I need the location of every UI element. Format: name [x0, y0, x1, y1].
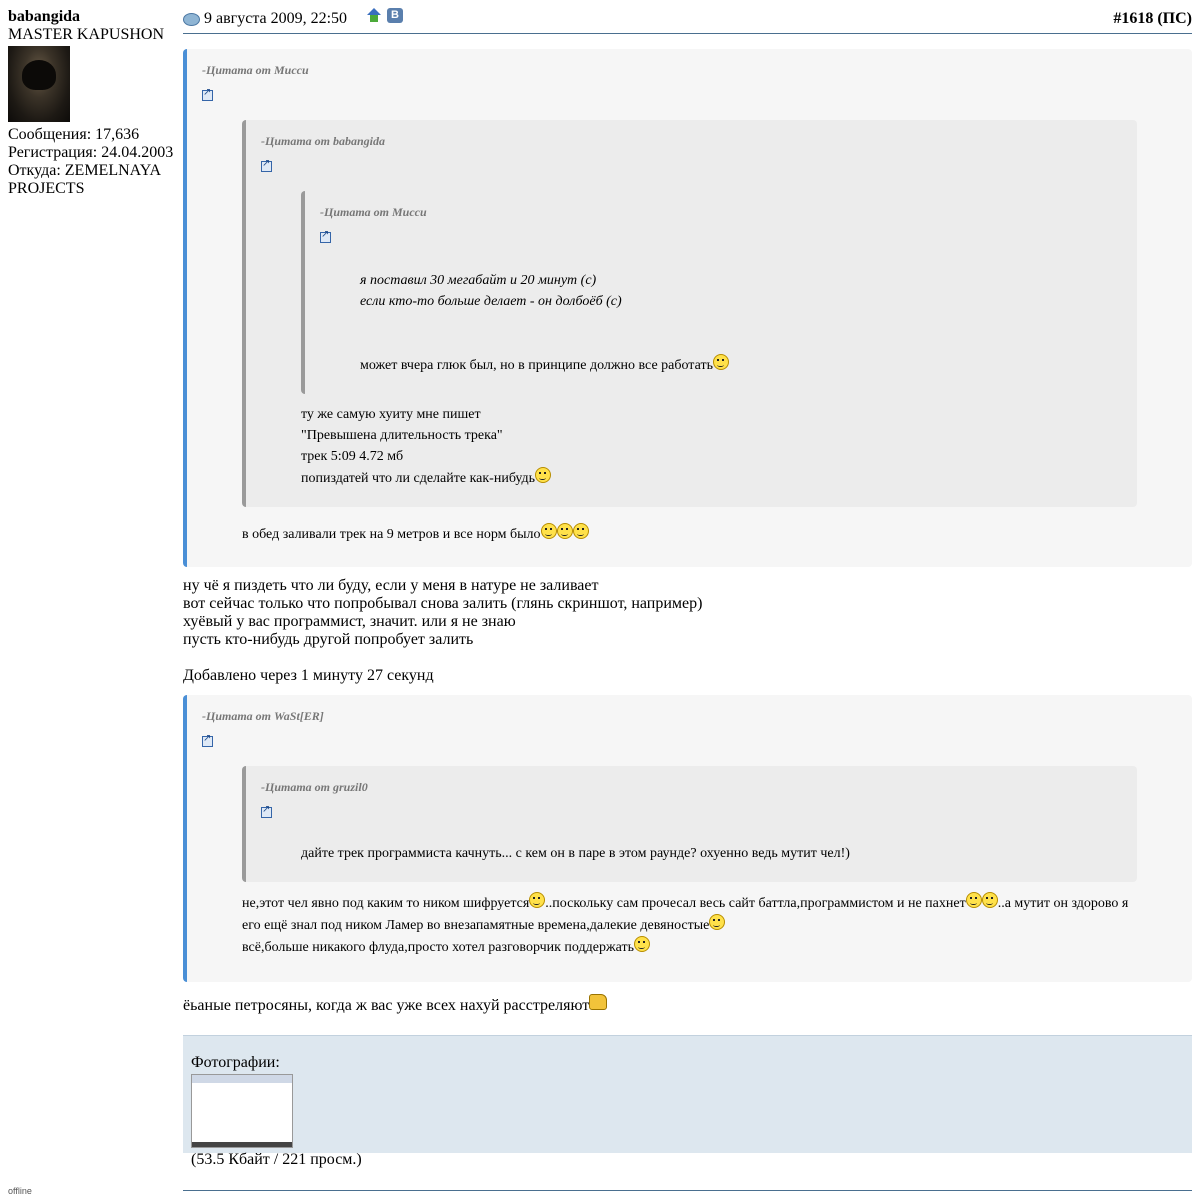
- username[interactable]: babangida: [8, 8, 81, 25]
- quote-reply: [242, 523, 1137, 545]
- quote-reply-text: ..поскольку сам прочесал весь сайт баттла,программистом и не пахнет: [545, 896, 966, 911]
- quote-link-icon[interactable]: [320, 232, 331, 243]
- quote-line: "Превышена длительность трека": [301, 428, 503, 443]
- user-location: Откуда: ZEMELNAYA PROJECTS: [8, 162, 161, 197]
- nested-quote-block: [301, 191, 1082, 394]
- nested-quote-block: [242, 766, 1137, 882]
- smile-icon: [529, 892, 545, 908]
- quote-link-icon[interactable]: [202, 90, 213, 101]
- quote-reply-text: ..а мутит он здорово я его ещё знал под ником Ламер во внезапамятные времена,далекие девяностые: [242, 896, 1129, 933]
- home-icon[interactable]: [367, 8, 381, 22]
- post: [183, 0, 1192, 1168]
- quote-line-text: попиздатей что ли сделайте как-нибудь: [301, 471, 536, 486]
- thumbs-icon: [589, 994, 607, 1010]
- online-status: offline: [8, 1186, 32, 1196]
- user-info: [8, 8, 178, 198]
- post-date-text: 9 августа 2009, 22:50: [204, 10, 348, 27]
- quote-title: -Цитата от WaSt[ER]: [202, 709, 324, 723]
- quote-reply-text: всё,больше никакого флуда,просто хотел разговорчик поддержать: [242, 940, 634, 955]
- avatar[interactable]: [8, 46, 70, 122]
- confused-smile-icon: [573, 523, 589, 539]
- nested-quote-block: [242, 120, 1137, 507]
- quote-title: -Цитата от Мисси: [320, 205, 427, 219]
- quote-link-icon[interactable]: [202, 736, 213, 747]
- quote-line: дайте трек программиста качнуть... с кем он в паре в этом раунде? охуенно ведь мутит чел!): [301, 846, 850, 861]
- quote-line: трек 5:09 4.72 мб: [301, 449, 404, 464]
- user-title: MASTER KAPUSHON: [8, 26, 165, 43]
- post-line: пусть кто-нибудь другой попробует залить: [183, 631, 474, 648]
- attachment-thumbnail[interactable]: [191, 1074, 293, 1148]
- post-date: [183, 10, 347, 28]
- added-note: Добавлено через 1 минуту 27 секунд: [183, 667, 434, 684]
- smile-icon: [713, 354, 729, 370]
- smile-icon: [535, 467, 551, 483]
- smile-icon: [557, 523, 573, 539]
- quote-line-text: может вчера глюк был, но в принципе должно все работать: [360, 358, 713, 373]
- quote-link-icon[interactable]: [261, 161, 272, 172]
- post-text: [183, 994, 1192, 1015]
- quote-line: ту же самую хуиту мне пишет: [301, 407, 481, 422]
- smile-icon: [966, 892, 982, 908]
- attachments: [183, 1035, 1192, 1168]
- post-divider: [183, 1190, 1192, 1191]
- grin-icon: [709, 914, 725, 930]
- quote-title: -Цитата от Мисси: [202, 63, 309, 77]
- quote-body: [301, 404, 1082, 489]
- post-line: хуёвый у вас программист, значит. или я не знаю: [183, 613, 516, 630]
- quote-title: -Цитата от babangida: [261, 134, 386, 148]
- quote-line: [360, 354, 1027, 376]
- post-icons: [367, 8, 403, 23]
- quote-body: [301, 843, 1082, 864]
- post-text: [183, 577, 1192, 685]
- attachments-label: Фотографии:: [191, 1054, 280, 1071]
- quote-reply: [242, 892, 1137, 958]
- grin-icon: [982, 892, 998, 908]
- post-line: ну чё я пиздеть что ли буду, если у меня в натуре не заливает: [183, 577, 599, 594]
- user-posts-count: Сообщения: 17,636: [8, 126, 140, 143]
- post-number: [1113, 10, 1192, 28]
- quote-reply-text: в обед заливали трек на 9 метров и все норм было: [242, 527, 541, 542]
- user-registration: Регистрация: 24.04.2003: [8, 144, 174, 161]
- post-line: ёьаные петросяны, когда ж вас уже всех нахуй расстреляют: [183, 997, 590, 1014]
- smile-icon: [634, 936, 650, 952]
- quote-link-icon[interactable]: [261, 807, 272, 818]
- quote-block: [183, 695, 1192, 982]
- post-ps[interactable]: (ПС): [1157, 10, 1192, 27]
- quote-line: если кто-то больше делает - он долбоёб (с): [360, 294, 622, 309]
- quote-line: я поставил 30 мегабайт и 20 минут (с): [360, 273, 597, 288]
- quote-block: [183, 49, 1192, 567]
- post-header: [183, 0, 1192, 34]
- quote-body: [360, 270, 1027, 376]
- quote-line: [301, 467, 1082, 489]
- post-icon: [183, 13, 200, 26]
- smile-icon: [541, 523, 557, 539]
- post-line: вот сейчас только что попробывал снова залить (глянь скриншот, например): [183, 595, 703, 612]
- vk-icon[interactable]: B: [387, 8, 403, 23]
- post-number-link[interactable]: #1618: [1113, 10, 1154, 27]
- quote-reply-text: не,этот чел явно под каким то ником шифруется: [242, 896, 530, 911]
- quote-title: -Цитата от gruzil0: [261, 780, 368, 794]
- attachment-meta: (53.5 Кбайт / 221 просм.): [191, 1151, 362, 1168]
